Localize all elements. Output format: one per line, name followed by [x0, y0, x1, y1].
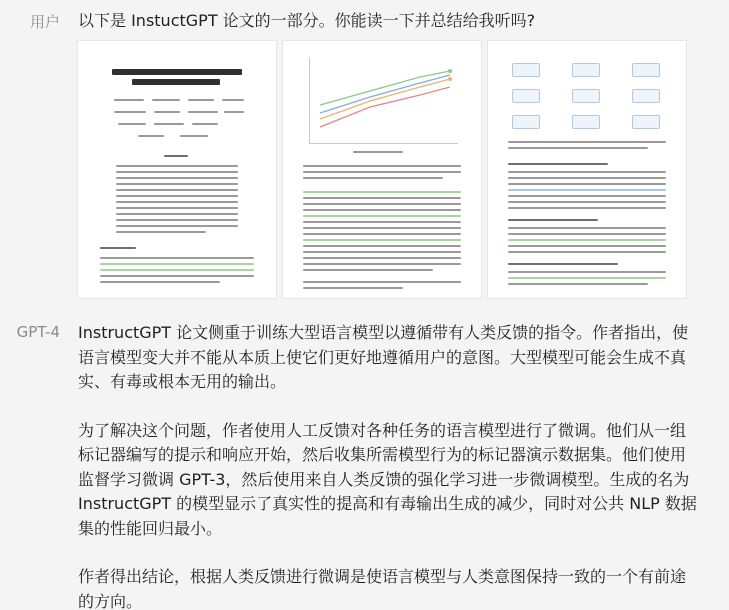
text-line	[303, 165, 461, 167]
text-line	[508, 283, 648, 285]
highlight-line	[303, 215, 461, 217]
text-line	[303, 257, 461, 259]
text-line	[303, 221, 461, 223]
text-line	[303, 203, 461, 205]
text-line	[100, 257, 254, 259]
section-heading	[508, 263, 618, 265]
text-line	[116, 183, 238, 185]
paper-page-chart[interactable]	[283, 41, 481, 298]
diagram-box	[572, 115, 600, 129]
author-line	[188, 111, 218, 113]
text-line	[508, 183, 666, 185]
text-line	[303, 281, 461, 283]
highlight-line	[303, 239, 461, 241]
page-title-line	[112, 69, 242, 75]
text-line	[303, 233, 461, 235]
text-line	[303, 209, 461, 211]
author-line	[154, 123, 184, 125]
page-title-line	[132, 79, 220, 85]
text-line	[116, 171, 238, 173]
diagram-box	[632, 63, 660, 77]
diagram-box	[512, 115, 540, 129]
highlight-line	[100, 269, 254, 271]
author-line	[222, 99, 244, 101]
text-line	[116, 189, 238, 191]
section-heading	[100, 247, 136, 249]
chart-lines	[310, 57, 458, 143]
highlight-line	[508, 277, 666, 279]
text-line	[116, 201, 238, 203]
section-heading	[508, 163, 608, 165]
text-line	[303, 287, 403, 289]
highlight-line	[303, 191, 461, 193]
diagram-box	[632, 89, 660, 103]
text-line	[303, 263, 461, 265]
author-line	[180, 135, 208, 137]
text-line	[116, 207, 238, 209]
paper-page-diagram[interactable]	[488, 41, 686, 298]
text-line	[116, 177, 238, 179]
text-line	[303, 177, 443, 179]
author-line	[224, 111, 244, 113]
answer-paragraph: 为了解决这个问题，作者使用人工反馈对各种任务的语言模型进行了微调。他们从一组标记器编写的提示和响应开始，然后收集所需模型行为的标记器演示数据集。他们使用监督学习微调 GPT-3，然后使用来自人类反馈的强化学习进一步微调模型。生成的名为 InstructGPT 的模型显示了真实性的提高和有毒输出生成的减少，同时对公共 NLP 数据集的性能回归最小。	[78, 420, 697, 538]
text-line	[508, 271, 666, 273]
author-line	[154, 111, 180, 113]
highlight-line	[508, 239, 666, 241]
abstract-heading	[164, 155, 188, 157]
figure-chart	[309, 57, 458, 144]
text-line	[116, 219, 238, 221]
author-line	[114, 111, 146, 113]
user-message: 以下是 InstuctGPT 论文的一部分。你能读一下并总结给我听吗?	[78, 11, 536, 30]
assistant-message	[78, 321, 698, 610]
text-line	[303, 197, 461, 199]
highlight-line	[100, 263, 254, 265]
text-line	[303, 227, 461, 229]
author-line	[152, 99, 180, 101]
text-line	[116, 225, 238, 227]
text-line	[116, 213, 238, 215]
text-line	[508, 251, 666, 253]
text-line	[303, 171, 461, 173]
text-line	[303, 269, 433, 271]
text-line	[508, 201, 666, 203]
text-line	[116, 195, 238, 197]
text-line	[508, 195, 666, 197]
diagram-box	[572, 63, 600, 77]
text-line	[508, 233, 666, 235]
attachment-pages	[78, 41, 729, 298]
text-line	[116, 231, 206, 233]
diagram-box	[572, 89, 600, 103]
author-line	[138, 135, 164, 137]
text-line	[508, 141, 666, 143]
text-line	[508, 227, 666, 229]
author-line	[118, 123, 146, 125]
diagram-box	[512, 63, 540, 77]
highlight-line	[508, 189, 666, 191]
answer-paragraph: 作者得出结论，根据人类反馈进行微调是使语言模型与人类意图保持一致的一个有前途的方向。	[78, 567, 687, 610]
answer-paragraph: InstructGPT 论文侧重于训练大型语言模型以遵循带有人类反馈的指令。作者指出，使语言模型变大并不能从本质上使它们更好地遵循用户的意图。大型模型可能会生成不真实、有毒或根本无用的输出。	[78, 323, 689, 391]
assistant-role-label: GPT-4	[16, 323, 60, 341]
text-line	[303, 251, 461, 253]
user-role-label: 用户	[29, 13, 60, 31]
paper-page-title[interactable]	[78, 41, 276, 298]
text-line	[508, 147, 648, 149]
text-line	[303, 245, 461, 247]
section-heading	[508, 219, 598, 221]
text-line	[508, 207, 666, 209]
text-line	[116, 165, 238, 167]
text-line	[508, 171, 666, 173]
author-line	[188, 99, 214, 101]
text-line	[100, 275, 254, 277]
diagram-box	[512, 89, 540, 103]
text-line	[508, 245, 666, 247]
axis-caption	[353, 151, 403, 153]
text-line	[100, 281, 220, 283]
author-line	[114, 99, 144, 101]
author-line	[192, 123, 218, 125]
diagram-box	[632, 115, 660, 129]
text-line	[508, 177, 666, 179]
